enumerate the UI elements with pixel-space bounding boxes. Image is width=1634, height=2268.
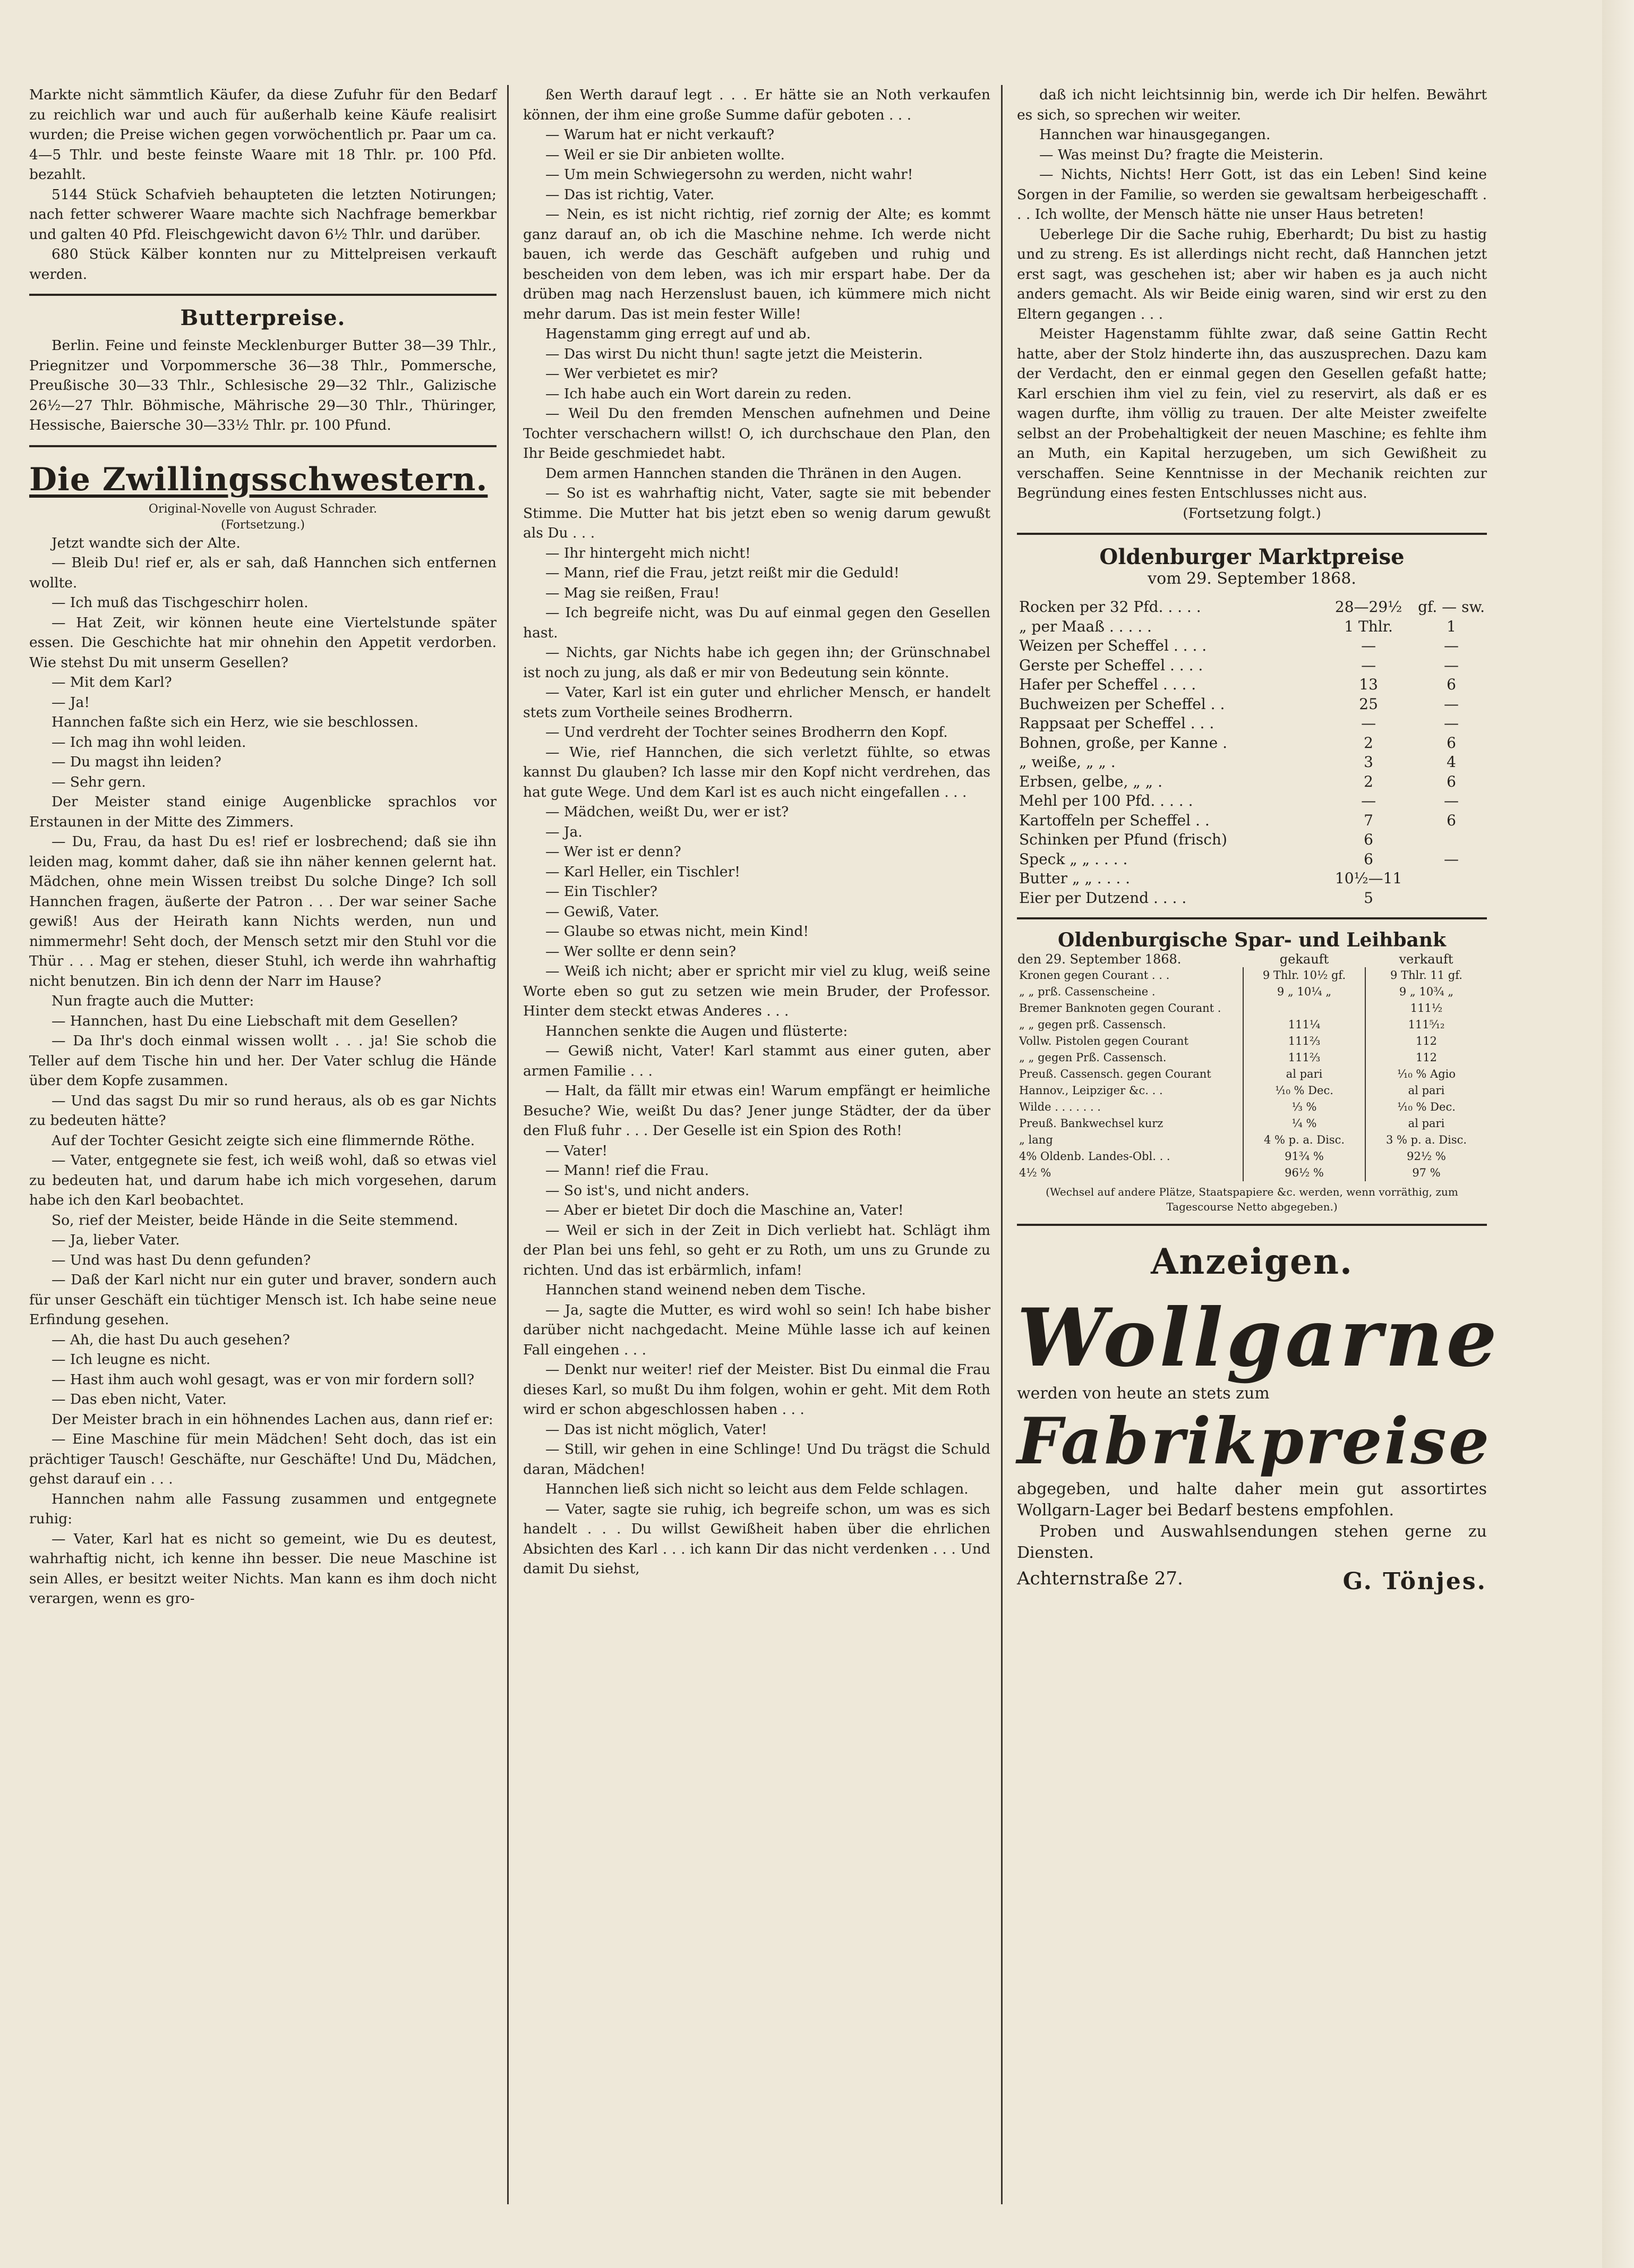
market-row [1017, 734, 1487, 753]
story-paragraph: — Ja. [545, 823, 583, 840]
market-cell-b [1416, 869, 1487, 889]
story-paragraph: — Gewiß, Vater. [545, 903, 660, 920]
story-paragraph: So, rief der Meister, beide Hände in die Seite stemmend. [52, 1212, 458, 1229]
market-cell-item: Eier per Dutzend . . . . [1019, 889, 1187, 907]
market-cell-item: Gerste per Scheffel . . . . [1019, 656, 1203, 674]
story-paragraph: Auf der Tochter Gesicht zeigte sich eine flimmernde Röthe. [52, 1132, 475, 1149]
story-paragraph: Hannchen senkte die Augen und flüsterte: [545, 1022, 848, 1039]
story-paragraph: — Wer sollte er denn sein? [545, 943, 737, 960]
market-cell-b: — [1444, 850, 1459, 868]
divider [1017, 917, 1487, 919]
bank-cell-buy: 111¼ [1243, 1017, 1365, 1033]
story-paragraph: — Mädchen, weißt Du, wer er ist? [545, 804, 789, 820]
story-continuation-note: (Fortsetzung folgt.) [1183, 505, 1321, 522]
bank-cell-item: Hannov., Leipziger &c. . . [1019, 1084, 1163, 1097]
bank-cell-buy: al pari [1243, 1066, 1365, 1082]
bank-cell-item: Vollw. Pistolen gegen Courant [1019, 1035, 1188, 1047]
story-paragraph: — Wer ist er denn? [545, 843, 681, 860]
market-report [29, 85, 497, 284]
story-paragraph: — Bleib Du! rief er, als er sah, daß Hannchen sich entfernen wollte. [29, 555, 497, 591]
story-paragraph: — Ich begreife nicht, was Du auf einmal gegen den Gesellen hast. [523, 604, 990, 641]
market-cell-item: Hafer per Scheffel . . . . [1019, 676, 1196, 693]
market-cell-item: Rappsaat per Scheffel . . . [1019, 714, 1214, 732]
story-paragraph: — Hat Zeit, wir können heute eine Viertelstunde später essen. Die Geschichte hat mir ohnehin den Appetit verdorben. Wie stehst Du mit unserm Gesellen? [29, 614, 497, 671]
novel-title: Die Zwillingsschwestern. [29, 461, 488, 498]
market-row [1017, 714, 1487, 734]
bank-cell-buy: 9 „ 10¼ „ [1243, 984, 1365, 1000]
story-paragraph: — Hannchen, hast Du eine Liebschaft mit dem Gesellen? [52, 1012, 458, 1029]
bank-row [1017, 1165, 1487, 1181]
story-paragraph: — Glaube so etwas nicht, mein Kind! [545, 923, 809, 940]
story-paragraph: — Und was hast Du denn gefunden? [52, 1251, 311, 1268]
market-cell-item: Kartoffeln per Scheffel . . [1019, 811, 1210, 829]
market-cell-b: — [1444, 656, 1459, 674]
ads-heading: Anzeigen. [1151, 1241, 1353, 1282]
bank-cell-item: Kronen gegen Courant . . . [1019, 969, 1170, 982]
story-paragraph: — Ja, lieber Vater. [52, 1232, 180, 1248]
ad-footer [1017, 1568, 1487, 1595]
divider [29, 445, 497, 447]
market-row [1017, 850, 1487, 869]
story-paragraph: — Mag sie reißen, Frau! [545, 584, 720, 601]
column-3 [1017, 85, 1500, 1595]
bank-cell-sell: 111⁵⁄₁₂ [1365, 1017, 1487, 1033]
story-paragraph: — Aber er bietet Dir doch die Maschine an, Vater! [545, 1202, 904, 1218]
bank-row [1017, 1115, 1487, 1132]
market-cell-a: — [1361, 656, 1376, 674]
bank-cell-buy: 96½ % [1243, 1165, 1365, 1181]
bank-row [1017, 1000, 1487, 1017]
bank-title: Oldenburgische Spar- und Leihbank [1058, 929, 1446, 951]
story-paragraph: — Vater, sagte sie ruhig, ich begreife schon, um was es sich handelt . . . Du willst Gewißheit haben über die ehrlichen Absichten des Karl . . . ich kann Dir das nicht verdenken . . . Und damit Du siehst, [523, 1500, 990, 1577]
story-paragraph: Jetzt wandte sich der Alte. [52, 534, 241, 551]
ad-merchant-name: G. Tönjes. [1342, 1568, 1487, 1595]
story-paragraph: — Sehr gern. [52, 773, 146, 790]
story-paragraph: — Vater, Karl hat es nicht so gemeint, wie Du es deutest, wahrhaftig nicht, ich kenne ihn besser. Die neue Maschine ist sein Alles, er besitzt weiter Nichts. Man kann es ihm doch nicht verargen, wenn es gro- [29, 1530, 497, 1607]
story-paragraph: — Ein Tischler? [545, 883, 657, 900]
story-text [29, 533, 497, 1609]
story-paragraph: Meister Hagenstamm fühlte zwar, daß seine Gattin Recht hatte, aber der Stolz hinderte ihn, das auszusprechen. Dazu kam der Verdacht, den er einmal gegen den Gesellen gefaßt hatte; Karl erschien ihm viel zu fein, viel zu reservirt, als daß er es wagen durfte, ihm völlig zu trauen. Der alte Meister zweifelte selbst an der Probehaltigkeit der neuen Maschine; es fehlte ihm an Muth, ein Kapital herzugeben, um sich Gewißheit zu verschaffen. Seine Kenntnisse in der Mechanik reichten zur Begründung eines festen Entschlusses nicht aus. [1017, 326, 1487, 501]
bank-rates-table [1017, 951, 1487, 1181]
bank-cell-item: „ „ gegen prß. Cassensch. [1019, 1018, 1166, 1031]
bank-cell-buy: 4 % p. a. Disc. [1243, 1132, 1365, 1148]
story-paragraph: — Und das sagst Du mir so rund heraus, als ob es gar Nichts zu bedeuten hätte? [29, 1092, 497, 1129]
story-paragraph: — Weil er sie Dir anbieten wollte. [545, 146, 785, 163]
divider [1017, 1224, 1487, 1226]
bank-cell-buy [1243, 1000, 1365, 1017]
story-text [1017, 85, 1487, 504]
novel-continuation: (Fortsetzung.) [221, 518, 305, 532]
story-paragraph: — Wer verbietet es mir? [545, 365, 718, 382]
divider [1017, 533, 1487, 535]
page-edge [1602, 0, 1634, 2268]
bank-cell-sell: 111½ [1365, 1000, 1487, 1017]
butter-prices-text: Berlin. Feine und feinste Mecklenburger Butter 38—39 Thlr., Priegnitzer und Vorpommersche 36—38 Thlr., Pommersche, Preußische 30—33 Thlr., Schlesische 29—32 Thlr., Galizische 26½—27 Thlr. Böhmische, Mährische 29—30 Thlr., Thüringer, Hessische, Baiersche 30—33½ Thlr. pr. 100 Pfund. [29, 337, 497, 433]
ad-headline-wollgarne: Wollgarne [1017, 1291, 1500, 1385]
story-text [523, 85, 990, 1579]
market-cell-a: 3 [1364, 753, 1373, 771]
bank-cell-item: „ lang [1019, 1133, 1053, 1146]
story-paragraph: — Nichts, Nichts! Herr Gott, ist das ein Leben! Sind keine Sorgen in der Familie, so werden sie gewaltsam herbeigeschafft . . . Ich wollte, der Mensch hätte nie unser Haus betreten! [1017, 166, 1487, 223]
bank-cell-buy: 111⅔ [1243, 1033, 1365, 1050]
story-paragraph: — Ah, die hast Du auch gesehen? [52, 1331, 290, 1348]
market-cell-item: Speck „ „ . . . . [1019, 850, 1128, 868]
bank-cell-buy: ⅓ % [1243, 1099, 1365, 1115]
market-cell-a: 5 [1364, 889, 1373, 907]
market-cell-item: Schinken per Pfund (frisch) [1019, 831, 1227, 848]
bank-row [1017, 1066, 1487, 1082]
bank-cell-item: 4½ % [1019, 1166, 1051, 1179]
story-paragraph: — Was meinst Du? fragte die Meisterin. [1039, 146, 1324, 163]
market-cell-b: 6 [1447, 734, 1456, 752]
story-paragraph: Hannchen faßte sich ein Herz, wie sie beschlossen. [52, 714, 418, 730]
market-cell-b: 6 [1447, 811, 1456, 829]
column-2 [523, 85, 990, 1579]
story-paragraph: — So ist's, und nicht anders. [545, 1182, 750, 1199]
market-cell-b: — [1444, 695, 1459, 713]
bank-cell-buy: ¼ % [1243, 1115, 1365, 1132]
butter-heading: Butterpreise. [180, 305, 346, 330]
market-row [1017, 869, 1487, 889]
market-cell-b: gf. — sw. [1418, 598, 1485, 616]
column-divider [1001, 85, 1003, 2204]
market-row [1017, 753, 1487, 772]
story-paragraph: — Das eben nicht, Vater. [52, 1391, 227, 1408]
bank-cell-item: Preuß. Cassensch. gegen Courant [1019, 1068, 1211, 1080]
story-paragraph: — Ihr hintergeht mich nicht! [545, 544, 751, 561]
market-cell-b: — [1444, 714, 1459, 732]
bank-row [1017, 1082, 1487, 1099]
bank-cell-sell: 9 Thlr. 11 gf. [1365, 967, 1487, 984]
story-paragraph: Hannchen war hinausgegangen. [1039, 126, 1271, 143]
bank-row [1017, 1033, 1487, 1050]
story-paragraph: — Das wirst Du nicht thun! sagte jetzt die Meisterin. [545, 345, 923, 362]
story-paragraph: — Denkt nur weiter! rief der Meister. Bist Du einmal die Frau dieses Karl, so mußt Du ihm folgen, wohin er geht. Mit dem Roth wird er schon abgeschlossen haben . . . [523, 1361, 990, 1418]
bank-row [1017, 967, 1487, 984]
bank-row [1017, 1017, 1487, 1033]
bank-cell-sell: al pari [1365, 1115, 1487, 1132]
market-row [1017, 675, 1487, 695]
story-paragraph: Der Meister stand einige Augenblicke sprachlos vor Erstaunen in der Mitte des Zimmers. [29, 794, 497, 830]
story-paragraph: — Halt, da fällt mir etwas ein! Warum empfängt er heimliche Besuche? Wie, weißt Du das? Jener junge Städter, der da über den Fluß fuhr . . . Der Geselle ist ein Spion des Roth! [523, 1082, 990, 1139]
ad-text: abgegeben, und halte daher mein gut assortirtes Wollgarn-Lager bei Bedarf bestens empfohlen. [1017, 1480, 1487, 1520]
market-prices-date: vom 29. September 1868. [1148, 569, 1356, 588]
divider [29, 294, 497, 296]
market-cell-a: — [1361, 792, 1376, 809]
market-cell-a: 10½—11 [1334, 869, 1402, 887]
bank-cell-buy: 111⅔ [1243, 1050, 1365, 1066]
story-paragraph: — Weil Du den fremden Menschen aufnehmen und Deine Tochter verschachern willst! O, ich durchschaue den Plan, den Ihr Beide geschmiedet habt. [523, 405, 990, 462]
story-paragraph: — Du, Frau, da hast Du es! rief er losbrechend; daß sie ihn leiden mag, kommt daher, daß sie ihn näher kennen gelernt hat. Mädchen, ohne mein Wissen treibst Du solche Dinge? Ich soll Hannchen fragen, äußerte der Patron . . . Der war seiner Sache gewiß! Aus der Heirath kann Nichts werden, nun und nimmermehr! Seht doch, der Mensch setzt mir den Stuhl vor die Thür . . . Mag er stehen, dieser Stuhl, ich werde ihn wahrhaftig nicht benutzen. Bin ich denn der Narr im Hause? [29, 833, 497, 990]
story-paragraph: — Nichts, gar Nichts habe ich gegen ihn; der Grünschnabel ist noch zu jung, als daß er mir von Bedeutung sein könnte. [523, 644, 990, 681]
market-paragraph: Markte nicht sämmtlich Käufer, da diese Zufuhr für den Bedarf zu reichlich war und auch für außerhalb keine Käufe realisirt wurden; die Preise wichen gegen vorwöchentlich pr. Paar um ca. 4—5 Thlr. und beste feinste Waare mit 18 Thlr. pr. 100 Pfd. bezahlt. [29, 87, 497, 183]
bank-cell-sell: 97 % [1365, 1165, 1487, 1181]
story-paragraph: — Mann! rief die Frau. [545, 1162, 709, 1179]
story-paragraph: — Und verdreht der Tochter seines Brodherrn den Kopf. [545, 724, 948, 740]
bank-row [1017, 1148, 1487, 1165]
market-cell-a: 6 [1364, 831, 1373, 848]
market-cell-a: — [1361, 714, 1376, 732]
bank-row [1017, 1099, 1487, 1115]
bank-date: den 29. September 1868. [1017, 952, 1182, 967]
bank-cell-item: „ „ prß. Cassenscheine . [1019, 985, 1156, 998]
bank-cell-item: 4% Oldenb. Landes-Obl. . . [1019, 1150, 1170, 1163]
story-paragraph: — Daß der Karl nicht nur ein guter und braver, sondern auch für unser Geschäft ein tüchtiger Mensch ist. Ich habe seine neue Erfindung gesehen. [29, 1272, 497, 1328]
market-cell-item: Butter „ „ . . . . [1019, 869, 1131, 887]
market-cell-item: „ weiße, „ „ . [1019, 753, 1116, 771]
market-cell-a: 1 Thlr. [1344, 617, 1393, 635]
story-paragraph: daß ich nicht leichtsinnig bin, werde ich Dir helfen. Bewährt es sich, so sprechen wir weiter. [1017, 87, 1487, 123]
market-cell-a: 7 [1364, 811, 1373, 829]
story-paragraph: — Ich muß das Tischgeschirr holen. [52, 594, 309, 611]
story-paragraph: — Mit dem Karl? [52, 674, 172, 690]
market-cell-item: Buchweizen per Scheffel . . [1019, 695, 1225, 713]
column-divider [507, 85, 509, 2204]
novel-subtitle: Original-Novelle von August Schrader. [148, 502, 378, 516]
market-row [1017, 791, 1487, 811]
story-paragraph: — Hast ihm auch wohl gesagt, was er von mir fordern soll? [52, 1371, 475, 1388]
story-paragraph: ßen Werth darauf legt . . . Er hätte sie an Noth verkaufen können, der ihm eine große Summe dafür geboten . . . [523, 87, 990, 123]
bank-row [1017, 1050, 1487, 1066]
story-paragraph: — Das ist nicht möglich, Vater! [545, 1421, 767, 1438]
bank-row [1017, 984, 1487, 1000]
bank-cell-sell: 9 „ 10¾ „ [1365, 984, 1487, 1000]
bank-cell-item: Preuß. Bankwechsel kurz [1019, 1117, 1164, 1130]
story-paragraph: Ueberlege Dir die Sache ruhig, Eberhardt; Du bist zu hastig und zu streng. Es ist allerdings nicht recht, daß Hannchen jetzt erst sagt, was geschehen ist; aber wir haben es ja auch nicht anders gemacht. Als wir Beide einig waren, sind wir erst zu den Eltern gegangen . . . [1017, 226, 1487, 322]
market-cell-a: 25 [1359, 695, 1378, 713]
market-row [1017, 830, 1487, 850]
bank-cell-buy: ¹⁄₁₀ % Dec. [1243, 1082, 1365, 1099]
market-row [1017, 772, 1487, 792]
bank-head-buy: gekauft [1279, 952, 1329, 967]
bank-cell-item: „ „ gegen Prß. Cassensch. [1019, 1051, 1167, 1064]
story-paragraph: — Ich leugne es nicht. [52, 1351, 211, 1368]
market-cell-b: 6 [1447, 676, 1456, 693]
bank-cell-item: Wilde . . . . . . . [1019, 1101, 1101, 1113]
story-paragraph: — Mann, rief die Frau, jetzt reißt mir die Geduld! [545, 565, 900, 581]
market-cell-b [1416, 830, 1487, 850]
story-paragraph: — Weiß ich nicht; aber er spricht mir viel zu klug, weiß seine Worte eben so gut zu setzen wie mein Bruder, der Professor. Hinter dem steckt etwas Anderes . . . [523, 963, 990, 1019]
market-cell-item: Mehl per 100 Pfd. . . . . [1019, 792, 1193, 809]
story-paragraph: — Ich habe auch ein Wort darein zu reden. [545, 385, 852, 402]
story-paragraph: — Du magst ihn leiden? [52, 754, 221, 770]
story-paragraph: — Eine Maschine für mein Mädchen! Seht doch, das ist ein prächtiger Tausch! Geschäfte, nur Geschäfte! Und Du, Mädchen, gehst darauf ein . . . [29, 1431, 497, 1487]
market-cell-item: Rocken per 32 Pfd. . . . . [1019, 598, 1201, 616]
market-prices-title: Oldenburger Marktpreise [1099, 544, 1405, 569]
story-paragraph: — Ich mag ihn wohl leiden. [52, 734, 246, 751]
bank-cell-buy: 9 Thlr. 10½ gf. [1243, 967, 1365, 984]
market-cell-item: Erbsen, gelbe, „ „ . [1019, 772, 1162, 790]
bank-cell-sell: ¹⁄₁₀ % Agio [1365, 1066, 1487, 1082]
market-cell-b: 4 [1447, 753, 1456, 771]
bank-cell-sell: al pari [1365, 1082, 1487, 1099]
bank-cell-sell: ¹⁄₁₀ % Dec. [1365, 1099, 1487, 1115]
story-paragraph: — Das ist richtig, Vater. [545, 186, 715, 203]
market-row [1017, 617, 1487, 637]
story-paragraph: — Um mein Schwiegersohn zu werden, nicht wahr! [545, 166, 913, 183]
bank-cell-buy: 91¾ % [1243, 1148, 1365, 1165]
market-paragraph: 680 Stück Kälber konnten nur zu Mittelpreisen verkauft werden. [29, 246, 497, 283]
ad-text: Proben und Auswahlsendungen stehen gerne zu Diensten. [1017, 1522, 1487, 1562]
market-cell-item: Weizen per Scheffel . . . . [1019, 637, 1207, 654]
bank-note: (Wechsel auf andere Plätze, Staatspapiere &c. werden, wenn vorräthig, zum Tagescourse Netto abgegeben.) [1046, 1186, 1458, 1213]
market-cell-a: 13 [1359, 676, 1378, 693]
market-row [1017, 598, 1487, 617]
bank-row [1017, 1132, 1487, 1148]
bank-cell-item: Bremer Banknoten gegen Courant . [1019, 1002, 1221, 1014]
market-cell-a: — [1361, 637, 1376, 654]
story-paragraph: Der Meister brach in ein höhnendes Lachen aus, dann rief er: [52, 1411, 493, 1428]
story-paragraph: — Da Ihr's doch einmal wissen wollt . . . ja! Sie schob die Teller auf dem Tische hin und her. Der Vater schlug die Hände über dem Kopfe zusammen. [29, 1033, 497, 1089]
story-paragraph: Hannchen nahm alle Fassung zusammen und entgegnete ruhig: [29, 1490, 497, 1527]
story-paragraph: — Warum hat er nicht verkauft? [545, 126, 775, 143]
story-paragraph: Dem armen Hannchen standen die Thränen in den Augen. [545, 465, 962, 482]
market-cell-b: — [1444, 637, 1459, 654]
bank-cell-sell: 112 [1365, 1050, 1487, 1066]
story-paragraph: Nun fragte auch die Mutter: [52, 993, 254, 1009]
market-cell-a: 2 [1364, 734, 1373, 752]
bank-cell-sell: 112 [1365, 1033, 1487, 1050]
story-paragraph: — Weil er sich in der Zeit in Dich verliebt hat. Schlägt ihm der Plan bei uns fehl, so geht er zu Roth, um uns zu Grunde zu richten. Und das ist erbärmlich, infam! [523, 1222, 990, 1278]
market-cell-a: 28—29½ [1334, 598, 1402, 616]
market-cell-b: 1 [1447, 617, 1456, 635]
market-row [1017, 656, 1487, 676]
story-paragraph: — Gewiß nicht, Vater! Karl stammt aus einer guten, aber armen Familie . . . [523, 1043, 990, 1079]
story-paragraph: Hagenstamm ging erregt auf und ab. [545, 326, 811, 342]
market-cell-a: 6 [1364, 850, 1373, 868]
story-paragraph: — Karl Heller, ein Tischler! [545, 863, 740, 880]
market-cell-item: „ per Maaß . . . . . [1019, 617, 1152, 635]
story-paragraph: — Vater! [545, 1142, 608, 1159]
market-cell-a: 2 [1364, 772, 1373, 790]
ad-headline-fabrikpreise: Fabrikpreise [1017, 1404, 1492, 1479]
story-paragraph: — Vater, entgegnete sie fest, ich weiß wohl, daß so etwas viel zu bedeuten hat, und darum habe ich mich vorgesehen, darum habe ich den Karl beobachtet. [29, 1152, 497, 1208]
market-row [1017, 636, 1487, 656]
market-row [1017, 889, 1487, 908]
market-cell-b: 6 [1447, 772, 1456, 790]
story-paragraph: Hannchen stand weinend neben dem Tische. [545, 1282, 866, 1298]
ad-line: werden von heute an stets zum [1017, 1384, 1270, 1403]
column-1 [29, 85, 497, 1609]
market-cell-item: Bohnen, große, per Kanne . [1019, 734, 1227, 752]
market-cell-b [1416, 889, 1487, 908]
story-paragraph: — Wie, rief Hannchen, die sich verletzt fühlte, so etwas kannst Du glauben? Ich lasse mir den Kopf nicht verdrehen, das hat gute Wege. Und dem Karl ist es auch nicht eingefallen . . . [523, 744, 990, 800]
story-paragraph: — Nein, es ist nicht richtig, rief zornig der Alte; es kommt ganz darauf an, ob ich die Maschine nehme. Ich werde nicht bauen, ich werde das Geschäft aufgeben und ruhig und bescheiden von dem leben, was ich mir erspart habe. Der da drüben mag nach Herzenslust bauen, ich kümmere mich nicht mehr darum. Das ist mein fester Wille! [523, 206, 990, 322]
story-paragraph: — Ja! [52, 694, 90, 711]
market-cell-b: — [1444, 792, 1459, 809]
story-paragraph: — So ist es wahrhaftig nicht, Vater, sagte sie mit bebender Stimme. Die Mutter hat bis jetzt eben so wenig darum gewußt als Du . . . [523, 485, 990, 541]
story-paragraph: — Ja, sagte die Mutter, es wird wohl so sein! Ich habe bisher darüber nicht nachgedacht. Meine Mühle lasse ich auf keinen Fall eingehen . . . [523, 1301, 990, 1358]
story-paragraph: Hannchen ließ sich nicht so leicht aus dem Felde schlagen. [545, 1481, 969, 1497]
market-row [1017, 811, 1487, 831]
story-paragraph: — Still, wir gehen in eine Schlinge! Und Du trägst die Schuld daran, Mädchen! [523, 1441, 990, 1478]
market-paragraph: 5144 Stück Schafvieh behaupteten die letzten Notirungen; nach fetter schwerer Waare machte sich Nachfrage bemerkbar und galten 40 Pfd. Fleischgewicht davon 6½ Thlr. und darüber. [29, 186, 497, 243]
story-paragraph: — Vater, Karl ist ein guter und ehrlicher Mensch, er handelt stets zum Vortheile seines Brodherrn. [523, 684, 990, 721]
bank-head-sell: verkauft [1399, 952, 1453, 967]
market-prices-table [1017, 598, 1487, 908]
bank-cell-sell: 3 % p. a. Disc. [1365, 1132, 1487, 1148]
ad-address: Achternstraße 27. [1017, 1568, 1183, 1589]
bank-cell-sell: 92½ % [1365, 1148, 1487, 1165]
market-row [1017, 695, 1487, 714]
